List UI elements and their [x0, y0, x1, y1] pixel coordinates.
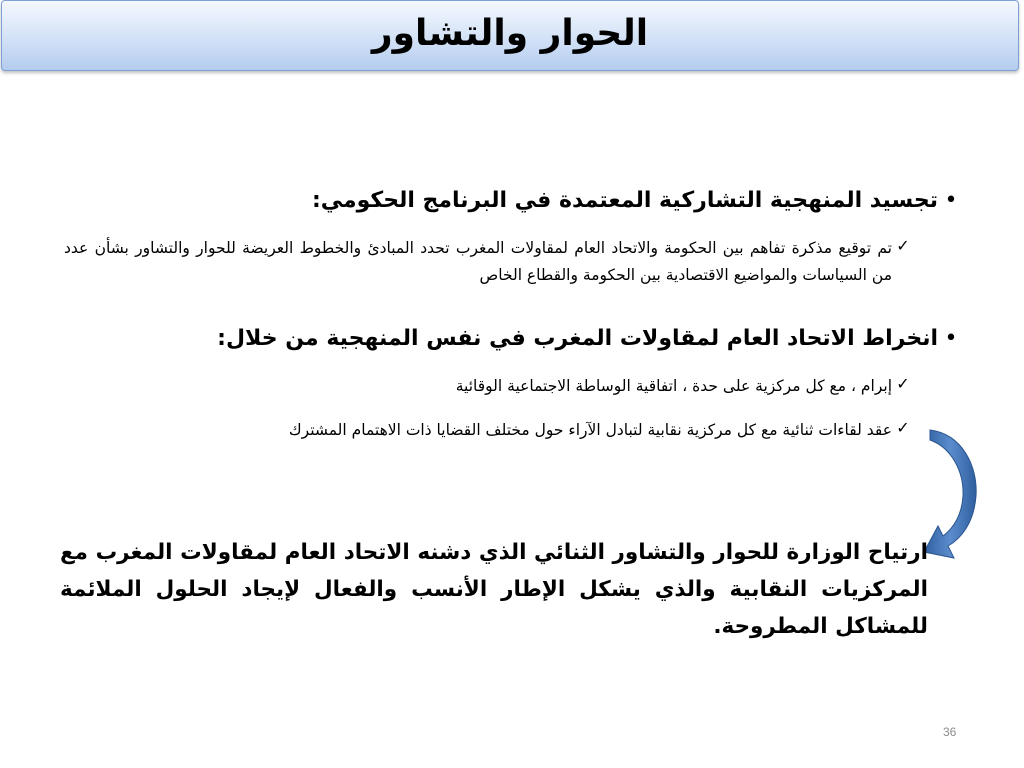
check-item-2-1 — [64, 373, 914, 400]
check-text-2-1: إبرام ، مع كل مركزية على حدة ، اتفاقية الوساطة الاجتماعية الوقائية — [455, 377, 892, 395]
summary-paragraph: ارتياح الوزارة للحوار والتشاور الثنائي الذي دشنه الاتحاد العام لمقاولات المغرب مع المركزيات النقابية والذي يشكل الإطار الأنسب والفعال لإيجاد الحلول الملائمة للمشاكل المطروحة. — [60, 540, 928, 639]
title-bar — [1, 0, 1019, 71]
check-mark-icon: ✓ — [896, 418, 910, 437]
bullet-item-2 — [204, 322, 964, 356]
page-number: 36 — [943, 725, 957, 739]
check-mark-icon: ✓ — [896, 374, 910, 393]
check-item-2-2 — [64, 417, 914, 444]
bullet-text-1: تجسيد المنهجية التشاركية المعتمدة في البرنامج الحكومي: — [311, 188, 938, 213]
bullet-text-2: انخراط الاتحاد العام لمقاولات المغرب في نفس المنهجية من خلال: — [217, 326, 938, 351]
bullet-icon: • — [944, 188, 958, 213]
check-item-1-1 — [64, 235, 914, 289]
bullet-icon: • — [944, 326, 958, 351]
check-text-2-2: عقد لقاءات ثنائية مع كل مركزية نقابية لتبادل الآراء حول مختلف القضايا ذات الاهتمام المشترك — [288, 421, 892, 439]
check-mark-icon: ✓ — [896, 236, 910, 255]
check-text-1-1: تم توقيع مذكرة تفاهم بين الحكومة والاتحاد العام لمقاولات المغرب تحدد المبادئ والخطوط العريضة للحوار والتشاور بشأن عدد من السياسات والمواضيع الاقتصادية بين الحكومة والقطاع الخاص — [64, 239, 892, 284]
bullet-item-1 — [204, 184, 964, 218]
slide-title: الحوار والتشاور — [371, 13, 649, 54]
